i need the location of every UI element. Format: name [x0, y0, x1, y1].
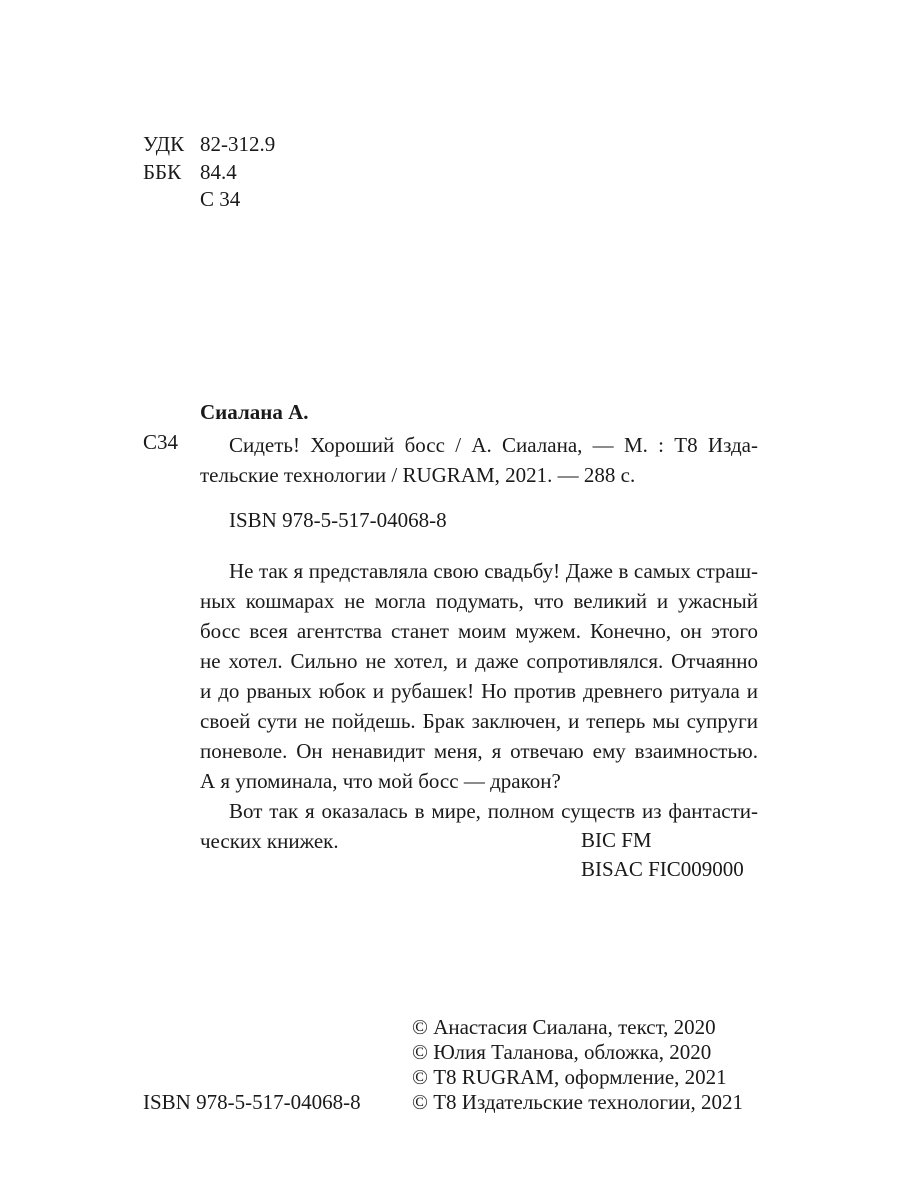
copyright-line: © Т8 RUGRAM, оформление, 2021 — [412, 1065, 727, 1089]
author-heading: Сиалана А. — [200, 400, 309, 424]
index-mark: С34 — [143, 430, 179, 454]
bibliographic-line: Сидеть! Хороший босс / А. Сиалана, — М. : Т8 Изда- — [229, 433, 758, 457]
annotation-line: и до рваных юбок и рубашек! Но против древнего ритуала и — [200, 679, 758, 703]
annotation-line: ных кошмарах не могла подумать, что великий и ужасный — [200, 589, 758, 613]
isbn-bottom: ISBN 978-5-517-04068-8 — [143, 1090, 361, 1114]
copyright-line: © Т8 Издательские технологии, 2021 — [412, 1090, 743, 1114]
annotation-line: не хотел. Сильно не хотел, и даже сопротивлялся. Отчаянно — [200, 649, 758, 673]
bibliographic-line: тельские технологии / RUGRAM, 2021. — 288 с. — [200, 463, 636, 487]
copyright-block — [412, 1015, 743, 1115]
udk-value: 82-312.9 — [200, 132, 276, 156]
annotation — [200, 556, 758, 856]
isbn-top: ISBN 978-5-517-04068-8 — [229, 508, 447, 532]
subject-codes — [581, 826, 744, 884]
bbk-label: ББК — [143, 160, 182, 184]
annotation-line: ческих книжек. — [200, 829, 339, 853]
bbk-value: 84.4 — [200, 160, 237, 184]
copyright-line: © Юлия Таланова, обложка, 2020 — [412, 1040, 712, 1064]
bisac-code: BISAC FIC009000 — [581, 857, 744, 881]
annotation-line: А я упоминала, что мой босс — дракон? — [200, 769, 561, 793]
bibliographic-description — [200, 430, 758, 490]
annotation-line: Вот так я оказалась в мире, полном существ из фантасти- — [229, 799, 758, 823]
bic-code: BIC FM — [581, 828, 652, 852]
author-mark-value: С 34 — [200, 187, 241, 211]
annotation-line: Не так я представляла свою свадьбу! Даже в самых страш- — [229, 559, 758, 583]
udk-label: УДК — [143, 132, 185, 156]
annotation-line: поневоле. Он ненавидит меня, я отвечаю ему взаимностью. — [200, 739, 758, 763]
annotation-line: босс всея агентства станет моим мужем. Конечно, он этого — [200, 619, 758, 643]
copyright-line: © Анастасия Сиалана, текст, 2020 — [412, 1015, 716, 1039]
annotation-line: своей сути не пойдешь. Брак заключен, и теперь мы супруги — [200, 709, 758, 733]
